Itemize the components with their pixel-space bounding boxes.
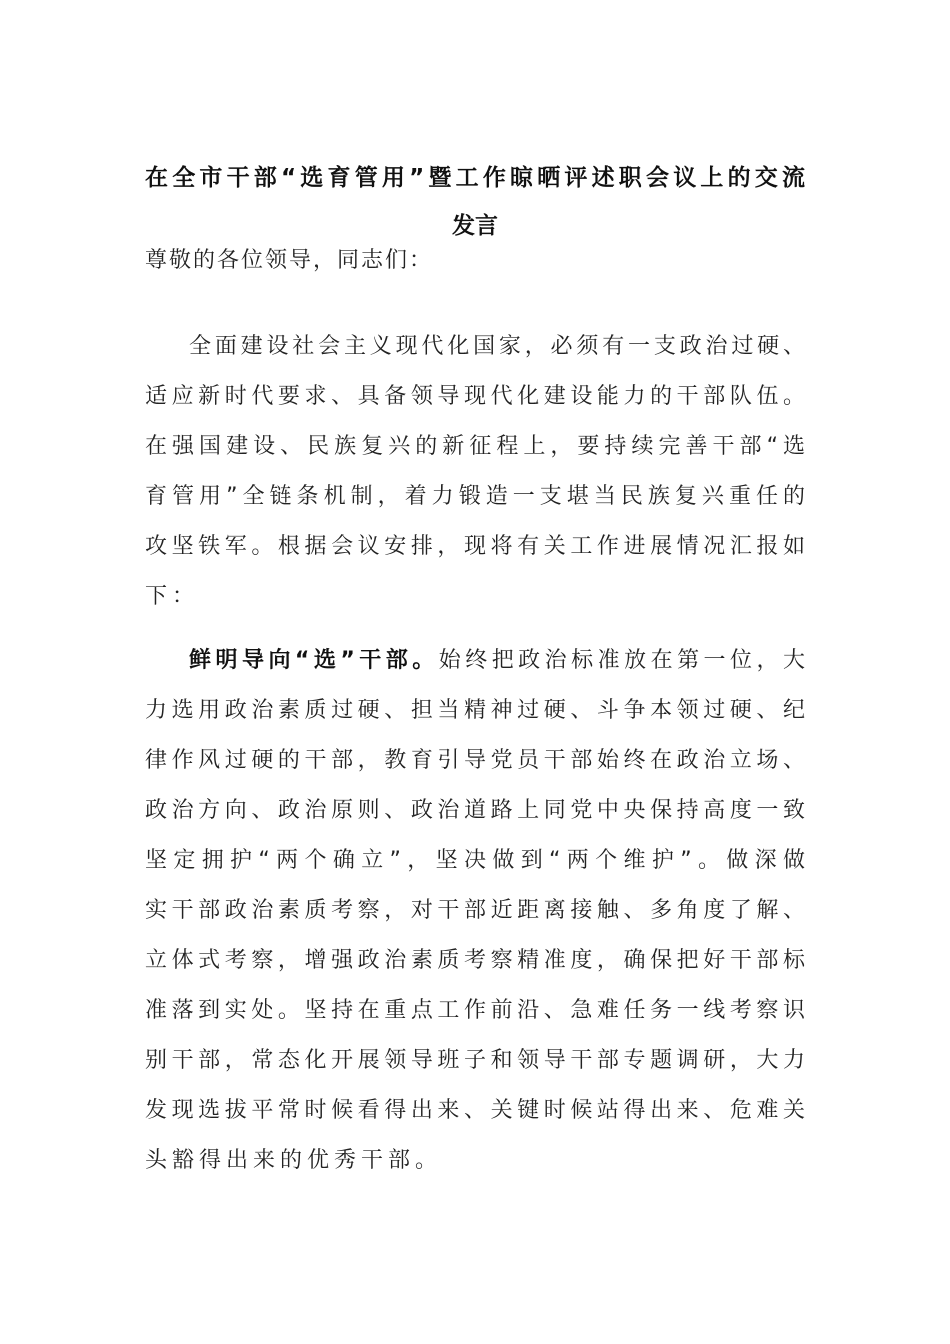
text-line: 下：: [145, 584, 200, 609]
text-line: 坚定拥护“两个确立”，坚决做到“两个维护”。做深做: [145, 848, 805, 873]
text-line: 立体式考察，增强政治素质考察精准度，确保把好干部标: [145, 948, 805, 973]
text-line: 别干部，常态化开展领导班子和领导干部专题调研，大力: [145, 1048, 805, 1073]
section-heading: 鲜明导向“选”干部。: [189, 648, 439, 673]
text-line: 全面建设社会主义现代化国家，必须有一支政治过硬、: [189, 334, 805, 359]
text-line: 适应新时代要求、具备领导现代化建设能力的干部队伍。: [145, 384, 805, 409]
text-line: 律作风过硬的干部，教育引导党员干部始终在政治立场、: [145, 748, 805, 773]
text-line: 育管用”全链条机制，着力锻造一支堪当民族复兴重任的: [145, 484, 805, 509]
text-line: 力选用政治素质过硬、担当精神过硬、斗争本领过硬、纪: [145, 698, 805, 723]
greeting: 尊敬的各位领导，同志们：: [145, 248, 434, 273]
text-line: 实干部政治素质考察，对干部近距离接触、多角度了解、: [145, 898, 805, 923]
text-line: 在强国建设、民族复兴的新征程上，要持续完善干部“选: [145, 434, 805, 459]
paragraph-intro: [145, 322, 805, 622]
text-line: 准落到实处。坚持在重点工作前沿、急难任务一线考察识: [145, 998, 805, 1023]
text-line: [145, 636, 805, 686]
text-line: 头豁得出来的优秀干部。: [145, 1148, 443, 1173]
paragraph-selection: [145, 636, 805, 1186]
text-span: 始终把政治标准放在第一位，大: [438, 648, 805, 673]
document-title-line-2: 发言: [452, 213, 498, 239]
text-line: 攻坚铁军。根据会议安排，现将有关工作进展情况汇报如: [145, 534, 805, 559]
text-line: 发现选拔平常时候看得出来、关键时候站得出来、危难关: [145, 1098, 805, 1123]
text-line: 政治方向、政治原则、政治道路上同党中央保持高度一致: [145, 798, 805, 823]
document-title-line-1: 在全市干部“选育管用”暨工作晾晒评述职会议上的交流: [145, 165, 805, 191]
